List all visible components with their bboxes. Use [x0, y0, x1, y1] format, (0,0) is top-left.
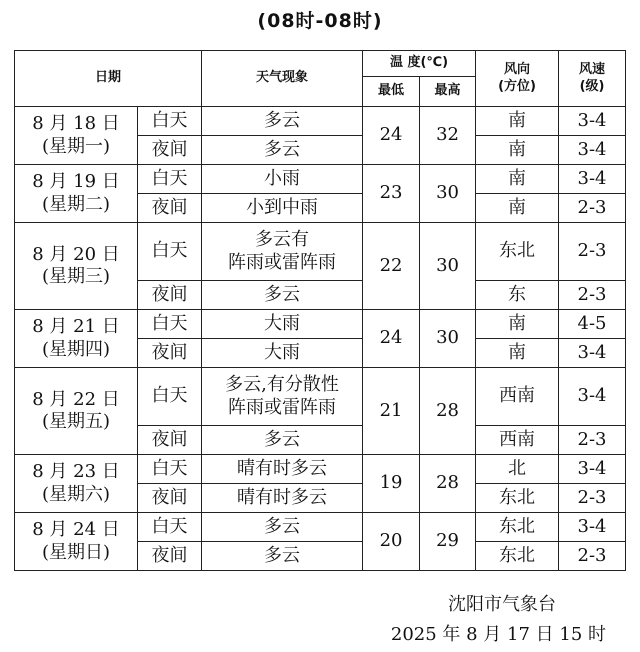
- period-cell: 白天: [138, 368, 202, 426]
- wind-direction-cell: 南: [476, 136, 559, 165]
- table-row: [15, 513, 626, 542]
- period-cell: 夜间: [138, 542, 202, 571]
- date-label: 8 月 20 日: [32, 243, 120, 265]
- wind-direction-cell: 东北: [476, 542, 559, 571]
- wind-direction-cell: 东北: [476, 484, 559, 513]
- date-label: 8 月 22 日: [32, 388, 120, 410]
- wind-speed-cell: 2-3: [559, 542, 626, 571]
- wind-direction-cell: 南: [476, 194, 559, 223]
- forecast-body: [15, 107, 626, 571]
- wind-direction-cell: 东北: [476, 513, 559, 542]
- page-title: (08时-08时): [257, 10, 383, 32]
- header-temp-low: 最低: [363, 77, 420, 107]
- date-cell: [15, 310, 138, 368]
- date-cell: [15, 368, 138, 455]
- wind-speed-cell: 2-3: [559, 426, 626, 455]
- period-cell: 白天: [138, 165, 202, 194]
- date-label: 8 月 24 日: [32, 519, 120, 540]
- wind-speed-cell: 3-4: [559, 455, 626, 484]
- date-cell: [15, 107, 138, 165]
- weather-cell: [202, 368, 363, 426]
- wind-speed-cell: 3-4: [559, 136, 626, 165]
- weather-cell: [202, 484, 363, 513]
- period-cell: 夜间: [138, 194, 202, 223]
- weather-text: 多云: [264, 544, 301, 566]
- weather-text: 多云: [264, 109, 301, 131]
- temp-high-cell: 30: [420, 165, 476, 223]
- weekday-label: (星期日): [41, 541, 111, 563]
- temp-low-cell: 20: [363, 513, 420, 571]
- weekday-label: (星期五): [41, 411, 111, 432]
- period-cell: 夜间: [138, 339, 202, 368]
- date-cell: [15, 513, 138, 571]
- temp-low-cell: 24: [363, 310, 420, 368]
- wind-speed-cell: 3-4: [559, 368, 626, 426]
- wind-direction-cell: 南: [476, 310, 559, 339]
- wind-direction-cell: 东北: [476, 223, 559, 281]
- temp-low-cell: 23: [363, 165, 420, 223]
- date-cell: [15, 223, 138, 310]
- wind-speed-cell: 2-3: [559, 484, 626, 513]
- period-cell: 夜间: [138, 136, 202, 165]
- wind-speed-cell: 3-4: [559, 339, 626, 368]
- weather-text: 阵雨或雷阵雨: [228, 396, 337, 418]
- temp-low-cell: 22: [363, 223, 420, 310]
- table-row: [15, 165, 626, 194]
- wind-speed-cell: 3-4: [559, 107, 626, 136]
- temp-high-cell: 30: [420, 223, 476, 310]
- wind-direction-cell: 西南: [476, 426, 559, 455]
- date-label: 8 月 19 日: [32, 171, 120, 192]
- weather-cell: [202, 542, 363, 571]
- weather-text: 大雨: [264, 312, 301, 334]
- wind-direction-cell: 南: [476, 339, 559, 368]
- period-cell: 夜间: [138, 484, 202, 513]
- wind-direction-cell: 西南: [476, 368, 559, 426]
- wind-speed-cell: 2-3: [559, 281, 626, 310]
- temp-low-cell: 24: [363, 107, 420, 165]
- weather-text: 多云: [264, 283, 301, 305]
- temp-high-cell: 28: [420, 455, 476, 513]
- weather-cell: [202, 194, 363, 223]
- forecast-table: [14, 50, 626, 571]
- period-cell: 白天: [138, 513, 202, 542]
- header-wind-speed-unit: (级): [579, 78, 605, 94]
- weather-cell: [202, 310, 363, 339]
- weather-cell: [202, 223, 363, 281]
- date-label: 8 月 21 日: [32, 316, 120, 337]
- header-wind-direction-unit: (方位): [498, 78, 536, 94]
- temp-low-cell: 19: [363, 455, 420, 513]
- wind-speed-cell: 2-3: [559, 223, 626, 281]
- header-wind-direction-label: 风向: [504, 62, 531, 78]
- header-wind-direction: [476, 51, 559, 107]
- period-cell: 白天: [138, 107, 202, 136]
- weather-cell: [202, 165, 363, 194]
- weather-cell: [202, 107, 363, 136]
- temp-high-cell: 29: [420, 513, 476, 571]
- header-weather: 天气现象: [202, 51, 363, 107]
- period-cell: 白天: [138, 455, 202, 484]
- weather-cell: [202, 513, 363, 542]
- weather-cell: [202, 339, 363, 368]
- temp-high-cell: 32: [420, 107, 476, 165]
- table-row: [15, 107, 626, 136]
- weekday-label: (星期六): [41, 483, 111, 505]
- header-wind-speed: [559, 51, 626, 107]
- wind-direction-cell: 南: [476, 165, 559, 194]
- weather-text: 多云: [264, 138, 301, 160]
- date-cell: [15, 165, 138, 223]
- wind-speed-cell: 3-4: [559, 513, 626, 542]
- wind-speed-cell: 4-5: [559, 310, 626, 339]
- weather-text: 多云: [264, 428, 301, 450]
- wind-speed-cell: 2-3: [559, 194, 626, 223]
- weather-text: 多云: [264, 515, 301, 537]
- period-cell: 白天: [138, 310, 202, 339]
- table-row: [15, 223, 626, 281]
- table-row: [15, 310, 626, 339]
- header-date: 日期: [15, 51, 202, 107]
- header-temperature: 温 度(℃): [363, 51, 476, 77]
- temp-high-cell: 28: [420, 368, 476, 455]
- table-row: [15, 368, 626, 426]
- weather-cell: [202, 136, 363, 165]
- weather-text: 大雨: [264, 341, 301, 363]
- weather-text: 小到中雨: [246, 196, 319, 218]
- header-temp-high: 最高: [420, 77, 476, 107]
- wind-speed-cell: 3-4: [559, 165, 626, 194]
- date-cell: [15, 455, 138, 513]
- weekday-label: (星期四): [41, 338, 111, 360]
- period-cell: 夜间: [138, 281, 202, 310]
- weather-cell: [202, 455, 363, 484]
- weather-text: 晴有时多云: [237, 457, 328, 479]
- weekday-label: (星期一): [41, 135, 111, 157]
- wind-direction-cell: 北: [476, 455, 559, 484]
- wind-direction-cell: 南: [476, 107, 559, 136]
- period-cell: 白天: [138, 223, 202, 281]
- weather-text: 小雨: [264, 167, 301, 189]
- weather-text: 多云有: [255, 229, 310, 250]
- weather-cell: [202, 426, 363, 455]
- weekday-label: (星期二): [41, 193, 111, 215]
- temp-high-cell: 30: [420, 310, 476, 368]
- weekday-label: (星期三): [41, 266, 111, 287]
- table-row: [15, 455, 626, 484]
- period-cell: 夜间: [138, 426, 202, 455]
- issue-time: 2025 年 8 月 17 日 15 时: [390, 624, 606, 645]
- wind-direction-cell: 东: [476, 281, 559, 310]
- weather-text: 阵雨或雷阵雨: [228, 251, 337, 273]
- date-label: 8 月 23 日: [32, 461, 120, 482]
- temp-low-cell: 21: [363, 368, 420, 455]
- weather-cell: [202, 281, 363, 310]
- header-wind-speed-label: 风速: [579, 62, 606, 78]
- weather-text: 多云,有分散性: [225, 374, 339, 395]
- weather-text: 晴有时多云: [237, 486, 328, 508]
- date-label: 8 月 18 日: [32, 113, 120, 134]
- issuing-organization: 沈阳市气象台: [448, 594, 556, 615]
